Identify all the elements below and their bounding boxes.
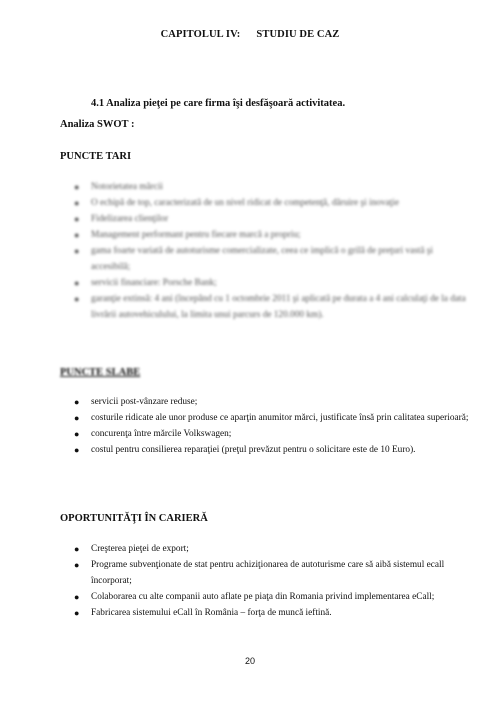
list-item: ● Management performant pentru fiecare marcă a propriu; [0,227,500,243]
list-item: ● Notorietatea mărcii [0,179,500,195]
page-number: 20 [244,656,255,666]
bullet-icon: ● [74,214,80,224]
strengths-list [0,179,500,323]
list-item: ● costul pentru consilierea reparaţiei (preţul prevăzut pentru o solicitare este de 10 Euro). [0,442,500,458]
weaknesses-heading: PUNCTE SLABE [60,367,141,378]
list-item: ● Colaborarea cu alte companii auto aflate pe piaţa din Romania privind implementarea eCall; [0,589,500,605]
bullet-icon: ● [74,608,80,618]
list-item: ● O echipă de top, caracterizată de un nivel ridicat de competenţă, dăruire şi inovaţie [0,195,500,211]
bullet-icon: ● [74,445,80,455]
bullet-icon: ● [74,544,80,554]
bullet-icon: ● [74,429,80,439]
list-item: ● concurenţa între mărcile Volkswagen; [0,426,500,442]
list-item: ● garanţie extinsă: 4 ani (începând cu 1 octombrie 2011 şi aplicată pe durata a 4 ani calculaţi de la data livrării autovehiculului, la limita unui parcurs de 120.000 km). [0,291,500,323]
list-item: ● Fabricarea sistemului eCall în România – forţa de muncă ieftină. [0,605,500,621]
list-item: ● Fidelizarea clienţilor [0,211,500,227]
list-item: ● servicii financiare: Porsche Bank; [0,275,500,291]
bullet-icon: ● [74,198,80,208]
chapter-title: STUDIU DE CAZ [256,29,340,40]
bullet-icon: ● [74,294,80,304]
weaknesses-list [0,394,500,458]
section-title: 4.1 Analiza pieţei pe care firma îşi desfăşoară activitatea. [91,98,346,109]
chapter-number: CAPITOLUL IV: [160,29,241,40]
list-item: ● costurile ridicate ale unor produse ce aparţin anumitor mărci, justificate însă prin calitatea superioară; [0,410,500,426]
bullet-icon: ● [74,278,80,288]
bullet-icon: ● [74,560,80,570]
chapter-header [0,29,500,40]
bullet-icon: ● [74,413,80,423]
bullet-icon: ● [74,230,80,240]
bullet-icon: ● [74,397,80,407]
swot-label: Analiza SWOT : [60,119,135,130]
list-item: ● gama foarte variată de autoturisme comercializate, ceea ce implică o grilă de preţuri vastă şi accesibilă; [0,243,500,275]
list-item: ● Programe subvenţionate de stat pentru achiziţionarea de autoturisme care să aibă sistemul ecall încorporat; [0,557,500,589]
opportunities-heading: OPORTUNITĂŢI ÎN CARIERĂ [60,513,208,524]
bullet-icon: ● [74,246,80,256]
list-item: ● Creşterea pieţei de export; [0,541,500,557]
opportunities-list [0,541,500,621]
bullet-icon: ● [74,592,80,602]
bullet-icon: ● [74,182,80,192]
strengths-heading: PUNCTE TARI [60,151,132,162]
list-item: ● servicii post-vânzare reduse; [0,394,500,410]
